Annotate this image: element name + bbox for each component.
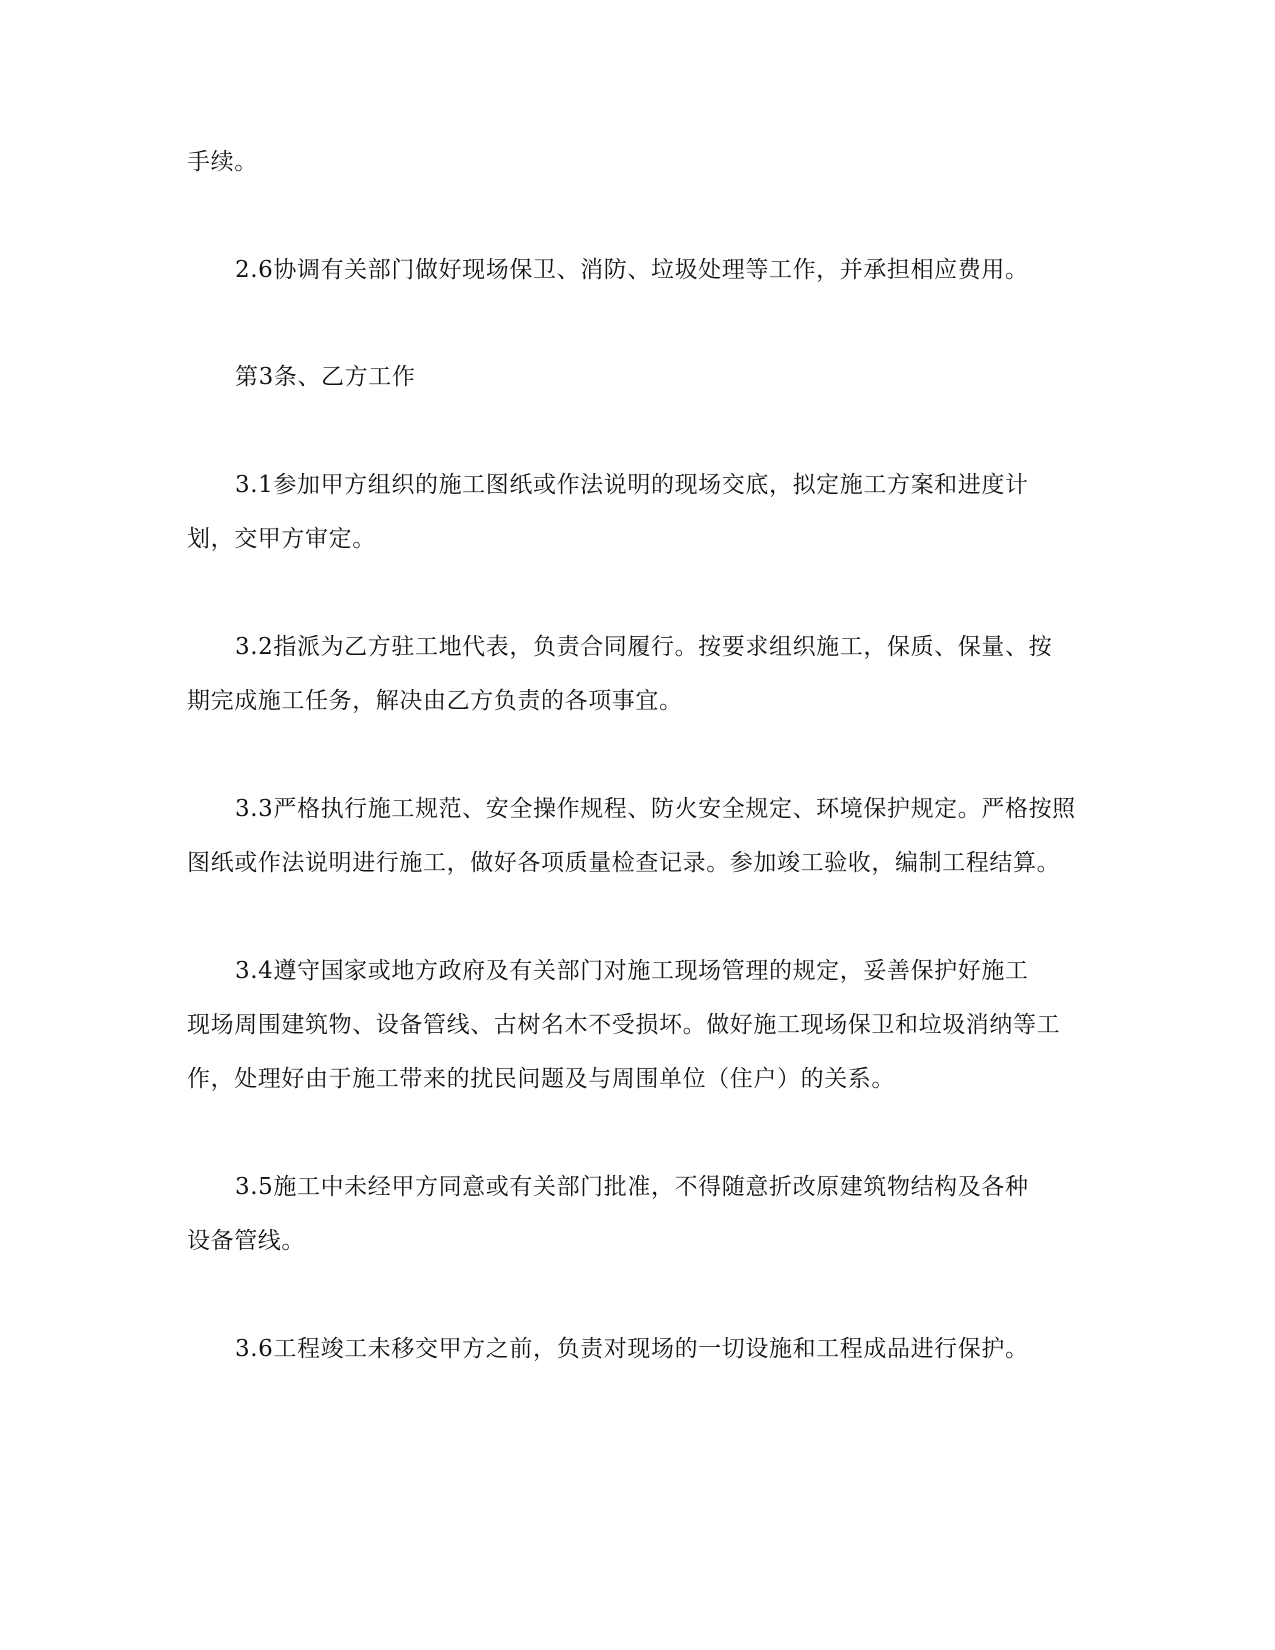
paragraph-line: 2.6协调有关部门做好现场保卫、消防、垃圾处理等工作，并承担相应费用。 bbox=[235, 257, 1029, 283]
paragraph-line: 3.1参加甲方组织的施工图纸或作法说明的现场交底，拟定施工方案和进度计 bbox=[235, 472, 1029, 498]
paragraph-line: 3.2指派为乙方驻工地代表，负责合同履行。按要求组织施工，保质、保量、按 bbox=[235, 634, 1053, 660]
paragraph-line: 划，交甲方审定。 bbox=[187, 526, 376, 552]
paragraph-line: 3.3严格执行施工规范、安全操作规程、防火安全规定、环境保护规定。严格按照 bbox=[235, 796, 1076, 822]
paragraph-line: 手续。 bbox=[187, 149, 258, 175]
paragraph-line: 期完成施工任务，解决由乙方负责的各项事宜。 bbox=[187, 688, 683, 714]
section-heading: 第3条、乙方工作 bbox=[235, 364, 416, 390]
paragraph-line: 3.6工程竣工未移交甲方之前，负责对现场的一切设施和工程成品进行保护。 bbox=[235, 1336, 1029, 1362]
paragraph-line: 现场周围建筑物、设备管线、古树名木不受损坏。做好施工现场保卫和垃圾消纳等工 bbox=[187, 1012, 1061, 1038]
paragraph-line: 图纸或作法说明进行施工，做好各项质量检查记录。参加竣工验收，编制工程结算。 bbox=[187, 850, 1061, 876]
paragraph-line: 设备管线。 bbox=[187, 1228, 305, 1254]
paragraph-line: 作，处理好由于施工带来的扰民问题及与周围单位（住户）的关系。 bbox=[187, 1066, 895, 1092]
paragraph-line: 3.5施工中未经甲方同意或有关部门批准，不得随意折改原建筑物结构及各种 bbox=[235, 1174, 1029, 1200]
paragraph-line: 3.4遵守国家或地方政府及有关部门对施工现场管理的规定，妥善保护好施工 bbox=[235, 958, 1029, 984]
